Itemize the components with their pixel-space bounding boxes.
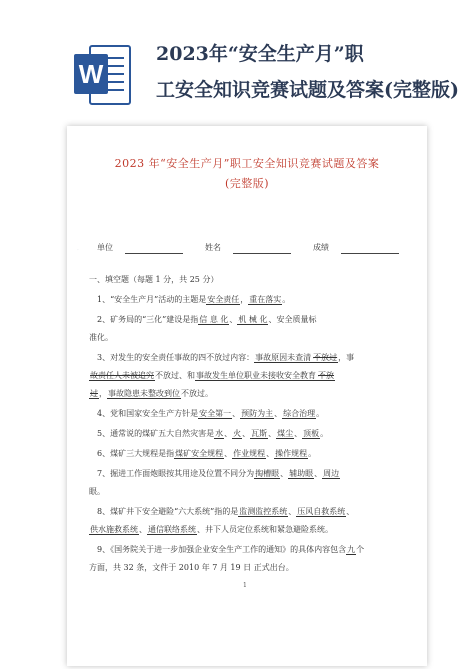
q4-sep-2: 、 <box>274 409 283 418</box>
q5-end: 。 <box>320 429 329 438</box>
q7-answer-1: 掏槽眼 <box>255 469 280 478</box>
q3-answer-3: 故责任人未被追究 <box>90 371 154 380</box>
document-page <box>67 126 427 666</box>
q4-answer-3: 综合治理 <box>283 409 316 418</box>
q5-answer-1: 水 <box>215 429 224 438</box>
question-9-cont: 方面，共 32 条，文件于 2010 年 7 月 19 日 正式出台。 <box>89 563 294 572</box>
q5-answer-5: 顶板 <box>303 429 320 438</box>
question-7 <box>97 468 415 479</box>
q7-text: 7、掘进工作面炮眼按其用途及位置不同分为 <box>97 469 255 478</box>
question-4 <box>97 408 415 419</box>
q2-answer-1: 信 息 化 <box>199 315 229 324</box>
question-3 <box>97 352 415 363</box>
question-1 <box>97 294 415 305</box>
q6-sep-1: 、 <box>224 449 233 458</box>
banner-title-line-1: 2023年“安全生产月”职 <box>156 43 364 65</box>
header-banner <box>0 0 474 118</box>
q3-end: ，事 <box>338 353 355 362</box>
question-8 <box>97 506 415 517</box>
section-heading: 一、填空题（每题 1 分，共 25 分） <box>89 275 219 284</box>
q6-answer-1: 煤矿安全规程 <box>175 449 224 458</box>
q4-sep-1: 、 <box>232 409 241 418</box>
q3-answer-5: 不放 <box>318 371 334 380</box>
document-title <box>87 154 407 194</box>
banner-title-line-2: 工安全知识竞赛试题及答案(完整版) <box>156 79 459 101</box>
q1-answer-2: 重在落实 <box>249 295 282 304</box>
q8-end: 、井下人员定位系统和紧急避险系统。 <box>197 525 333 534</box>
question-8-cont <box>89 524 407 535</box>
q5-sep-4: 、 <box>294 429 303 438</box>
q7-sep-1: 、 <box>280 469 289 478</box>
q2-end: 、安全质量标 <box>268 315 317 324</box>
q7-answer-2: 辅助眼 <box>289 469 314 478</box>
q1-sep: ， <box>240 295 249 304</box>
q2-text: 2、矿务局的“三化”建设是指 <box>97 315 199 324</box>
unit-label: 单位 <box>97 243 113 252</box>
svg-text:W: W <box>78 59 104 89</box>
q3-answer-4: 事故发生单位职业未接收安全教育 <box>196 371 316 380</box>
q6-end: 。 <box>308 449 317 458</box>
q5-sep-1: 、 <box>224 429 233 438</box>
q8-sep-3: 、 <box>139 525 147 534</box>
question-6 <box>97 448 415 459</box>
page-number: 1 <box>243 582 247 589</box>
q1-answer-1: 安全责任 <box>207 295 240 304</box>
q4-end: 。 <box>316 409 325 418</box>
q1-text: 1、“安全生产月”活动的主题是 <box>97 295 207 304</box>
q7-answer-3: 周边 <box>323 469 340 478</box>
question-3-cont-2 <box>89 388 407 399</box>
document-title-line-2: (完整版) <box>224 177 270 190</box>
name-label: 姓名 <box>205 243 221 252</box>
question-5 <box>97 428 415 439</box>
name-field-line <box>233 253 291 254</box>
q3-mid: 不放过、和 <box>155 371 195 380</box>
q8-answer-4: 通信联络系统 <box>148 525 196 534</box>
q4-text: 4、党和国家安全生产方针是 <box>97 409 199 418</box>
q3-text: 3、对发生的安全责任事故的四不放过内容： <box>97 353 255 362</box>
unit-field-line <box>125 253 183 254</box>
q8-answer-1: 监测监控系统 <box>239 507 288 516</box>
q5-answer-2: 火 <box>233 429 242 438</box>
word-document-icon <box>72 42 134 108</box>
q5-text: 5、通常说的煤矿五大自然灾害是 <box>97 429 215 438</box>
q2-answer-2: 机 械 化 <box>238 315 268 324</box>
q6-answer-2: 作业规程 <box>233 449 266 458</box>
q6-text: 6、煤矿三大规程是指 <box>97 449 175 458</box>
q9-end: 个 <box>356 545 365 554</box>
q9-text: 9、《国务院关于进一步加强企业安全生产工作的通知》的具体内容包含 <box>97 545 347 554</box>
question-2-cont: 准化。 <box>89 333 113 342</box>
q8-answer-2: 压风自救系统 <box>297 507 346 516</box>
q4-answer-2: 预防为主 <box>241 409 274 418</box>
q8-sep-2: 、 <box>346 507 355 516</box>
q8-sep-1: 、 <box>288 507 297 516</box>
q1-end: 。 <box>282 295 291 304</box>
q3-answer-7: 事故隐患未整改到位 <box>108 389 180 398</box>
banner-title <box>156 36 466 108</box>
q3-sep: ， <box>99 389 107 398</box>
score-field-line <box>341 253 399 254</box>
question-2 <box>97 314 415 325</box>
q5-sep-3: 、 <box>268 429 277 438</box>
question-3-cont-1 <box>89 370 407 381</box>
q5-sep-2: 、 <box>242 429 251 438</box>
q5-answer-3: 瓦斯 <box>251 429 268 438</box>
document-title-line-1: 2023 年“安全生产月”职工安全知识竞赛试题及答案 <box>114 157 380 170</box>
watermark: · <box>75 245 81 255</box>
q6-answer-3: 操作规程 <box>275 449 308 458</box>
q9-answer-1: 九 <box>347 545 356 554</box>
q3-answer-6: 过 <box>90 389 98 398</box>
q4-answer-1: 安全第一 <box>199 409 232 418</box>
q3-answer-2: 不放过 <box>313 353 338 362</box>
info-fields <box>97 242 407 254</box>
q6-sep-2: 、 <box>266 449 275 458</box>
score-label: 成绩 <box>313 243 329 252</box>
q5-answer-4: 煤尘 <box>277 429 294 438</box>
q2-sep: 、 <box>229 315 238 324</box>
q3-answer-1: 事故原因未查清 <box>255 353 312 362</box>
q7-sep-2: 、 <box>314 469 323 478</box>
q8-answer-3: 供水施救系统 <box>90 525 138 534</box>
q8-text: 8、煤矿井下安全避险“六大系统”指的是 <box>97 507 239 516</box>
q3-end-2: 不放过。 <box>181 389 213 398</box>
question-9 <box>97 544 415 555</box>
question-7-cont: 眼。 <box>89 487 105 496</box>
